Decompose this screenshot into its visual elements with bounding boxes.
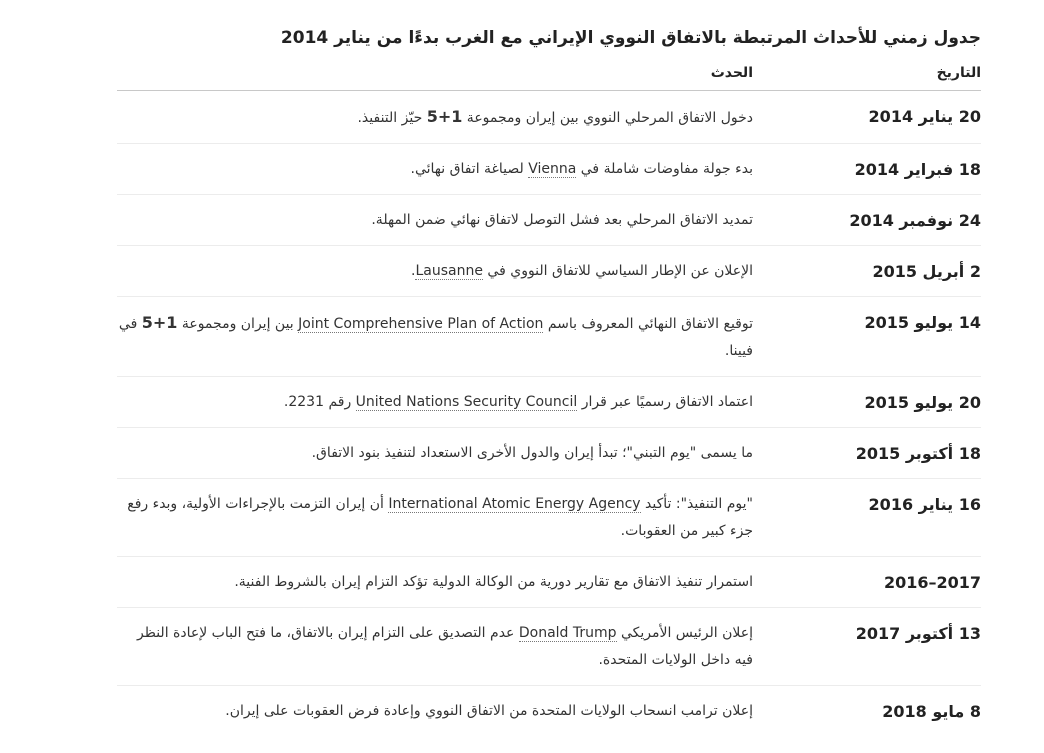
event-text: أن إيران التزمت بالإجراءات الأولية، وبدء رفع جزء كبير من العقوبات. xyxy=(127,496,753,539)
event-text: دخول الاتفاق المرحلي النووي بين إيران ومجموعة xyxy=(462,110,753,126)
event-text: عدم التصديق على التزام إيران بالاتفاق، ما فتح الباب لإعادة النظر فيه داخل الولايات المتحدة. xyxy=(137,625,753,668)
event-description xyxy=(117,144,753,195)
event-text: . xyxy=(411,263,416,279)
event-description xyxy=(117,557,753,608)
event-date: 14 يوليو 2015 xyxy=(753,297,981,377)
table-row xyxy=(117,479,981,557)
table-row xyxy=(117,608,981,686)
event-text: اعتماد الاتفاق رسميًا عبر قرار xyxy=(577,394,753,410)
term-link[interactable]: Lausanne xyxy=(415,263,483,279)
event-date: 18 أكتوبر 2015 xyxy=(753,428,981,479)
event-text: في فيينا. xyxy=(118,316,753,359)
table-header-row xyxy=(117,64,981,91)
event-text: "يوم التنفيذ": تأكيد xyxy=(640,496,753,512)
event-text: لصياغة اتفاق نهائي. xyxy=(410,161,529,177)
header-event: الحدث xyxy=(117,64,753,91)
timeline-container xyxy=(117,24,981,736)
event-text: بين إيران ومجموعة xyxy=(177,316,299,332)
event-description xyxy=(117,686,753,737)
timeline-table xyxy=(117,64,981,736)
term-link[interactable]: Joint Comprehensive Plan of Action xyxy=(298,316,544,332)
event-description xyxy=(117,246,753,297)
header-date: التاريخ xyxy=(753,64,981,91)
event-text: توقيع الاتفاق النهائي المعروف باسم xyxy=(543,316,753,332)
event-date: 18 فبراير 2014 xyxy=(753,144,981,195)
term-link[interactable]: Donald Trump xyxy=(518,625,617,641)
event-text: إعلان الرئيس الأمريكي xyxy=(616,625,753,641)
event-date: 20 يناير 2014 xyxy=(753,91,981,144)
event-description xyxy=(117,297,753,377)
event-text: إعلان ترامب انسحاب الولايات المتحدة من الاتفاق النووي وإعادة فرض العقوبات على إيران. xyxy=(225,703,753,719)
table-caption: جدول زمني للأحداث المرتبطة بالاتفاق النووي الإيراني مع الغرب بدءًا من يناير 2014 xyxy=(280,28,981,48)
event-group-name: 5+1 xyxy=(426,107,463,126)
table-row xyxy=(117,297,981,377)
event-text: تمديد الاتفاق المرحلي بعد فشل التوصل لاتفاق نهائي ضمن المهلة. xyxy=(371,212,753,228)
event-date: 24 نوفمبر 2014 xyxy=(753,195,981,246)
term-link[interactable]: International Atomic Energy Agency xyxy=(388,496,641,512)
table-row xyxy=(117,377,981,428)
event-date: 13 أكتوبر 2017 xyxy=(753,608,981,686)
event-text: ما يسمى "يوم التبني"؛ تبدأ إيران والدول الأخرى الاستعداد لتنفيذ بنود الاتفاق. xyxy=(311,445,753,461)
table-row xyxy=(117,195,981,246)
event-date: 16 يناير 2016 xyxy=(753,479,981,557)
event-description xyxy=(117,91,753,144)
event-group-name: 5+1 xyxy=(141,313,178,332)
event-text: بدء جولة مفاوضات شاملة في xyxy=(576,161,753,177)
event-date: 8 مايو 2018 xyxy=(882,702,981,721)
table-row xyxy=(117,144,981,195)
event-description xyxy=(117,377,753,428)
term-link[interactable]: Vienna xyxy=(528,161,577,177)
table-row xyxy=(117,428,981,479)
event-text: حيّز التنفيذ. xyxy=(357,110,427,126)
event-description xyxy=(117,479,753,557)
event-date xyxy=(753,557,981,608)
event-description xyxy=(117,195,753,246)
table-row xyxy=(117,246,981,297)
table-row xyxy=(117,557,981,608)
event-date: 20 يوليو 2015 xyxy=(753,377,981,428)
event-text: رقم 2231. xyxy=(283,394,356,410)
event-text: استمرار تنفيذ الاتفاق مع تقارير دورية من الوكالة الدولية تؤكد التزام إيران بالشروط الفنية. xyxy=(234,574,753,590)
term-link[interactable]: United Nations Security Council xyxy=(355,394,578,410)
table-row xyxy=(117,686,981,737)
event-date-text: 2016–2017 xyxy=(883,573,981,592)
event-date: 2 أبريل 2015 xyxy=(753,246,981,297)
event-description xyxy=(117,428,753,479)
event-description xyxy=(117,608,753,686)
event-text: الإعلان عن الإطار السياسي للاتفاق النووي في xyxy=(482,263,753,279)
table-row xyxy=(117,91,981,144)
